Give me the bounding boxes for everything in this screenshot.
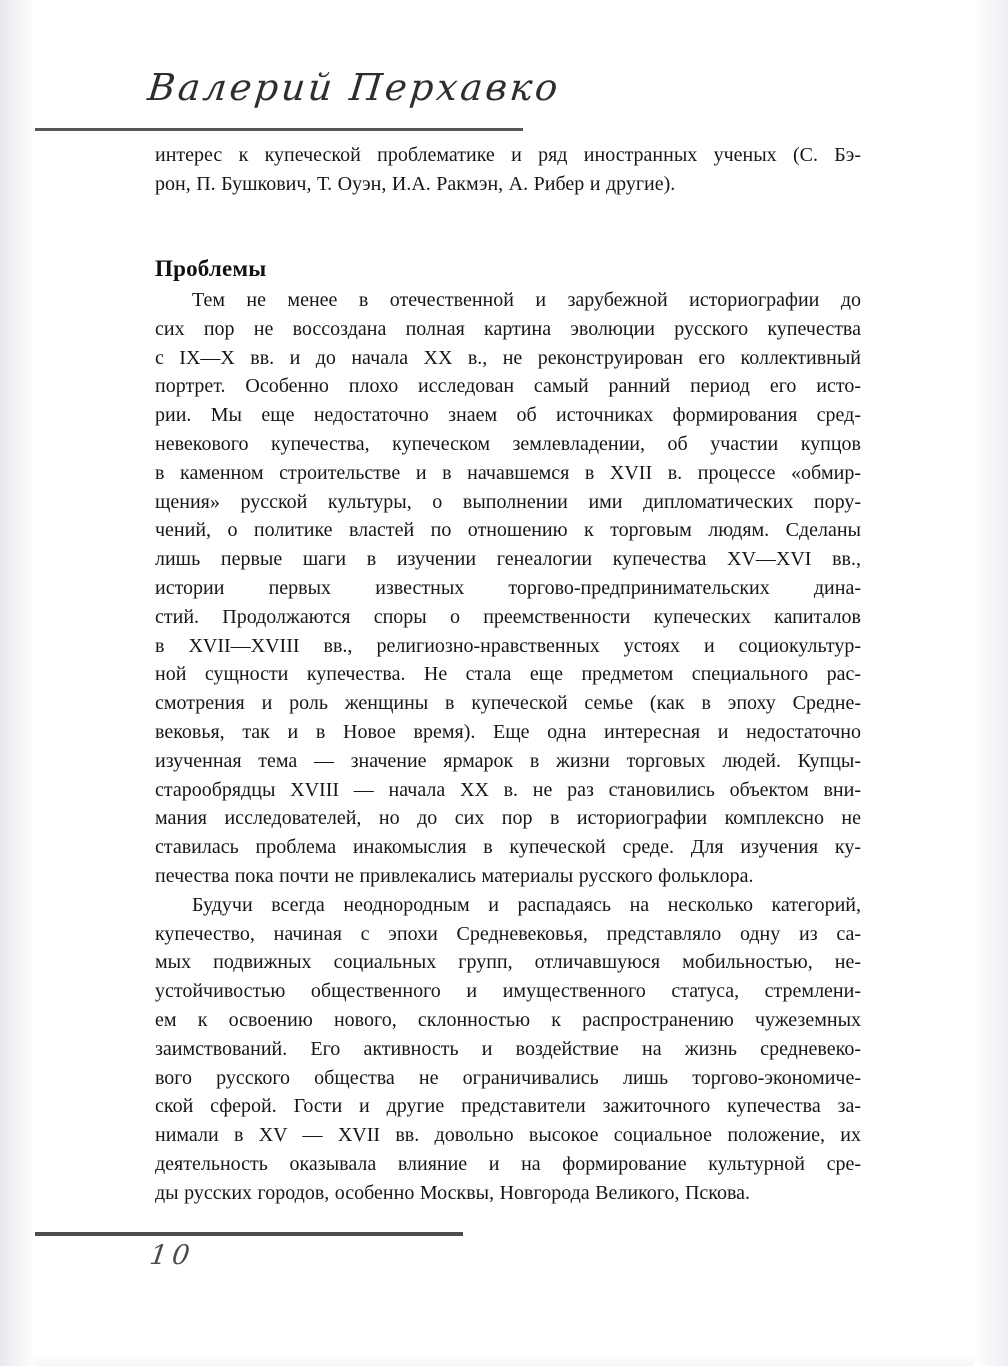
paragraph	[155, 286, 861, 891]
text-line: ды русских городов, особенно Москвы, Новгорода Великого, Пскова.	[155, 1181, 751, 1204]
text-line: ной сущности купечества. Не стала еще предметом специального рас-	[155, 663, 861, 686]
page-scan-edge-bottom	[36, 1354, 973, 1366]
text-line: лишь первые шаги в изучении генеалогии купечества XV—XVI вв.,	[155, 548, 861, 571]
header-rule	[35, 128, 523, 131]
page-scan-edge-right	[973, 0, 1008, 1366]
body-text	[155, 286, 861, 1208]
text-line: изученная тема — значение ярмарок в жизни торговых людей. Купцы-	[155, 749, 861, 772]
text-line: ской сферой. Гости и другие представители зажиточного купечества за-	[155, 1095, 861, 1118]
text-line: старообрядцы XVIII — начала XX в. не раз становились объектом вни-	[155, 778, 861, 801]
paragraph	[155, 891, 861, 1208]
text-line: вековья, так и в Новое время). Еще одна интересная и недостаточно	[155, 720, 861, 743]
text-line: истории первых известных торгово-предпринимательских дина-	[155, 576, 861, 599]
footer-rule	[35, 1232, 463, 1236]
text-line: нимали в XV — XVII вв. довольно высокое социальное положение, их	[155, 1124, 861, 1147]
text-line: стий. Продолжаются споры о преемственности купеческих капиталов	[155, 605, 861, 628]
text-line: устойчивостью общественного и имущественного статуса, стремлени-	[155, 980, 861, 1003]
text-line: ем к освоению нового, склонностью к распространению чужеземных	[155, 1008, 861, 1031]
text-line: с IX—X вв. и до начала XX в., не реконструирован его коллективный	[155, 346, 861, 369]
text-line: рии. Мы еще недостаточно знаем об источниках формирования сред-	[155, 404, 861, 427]
text-line: сих пор не воссоздана полная картина эволюции русского купечества	[155, 317, 861, 340]
text-line: рон, П. Бушкович, Т. Оуэн, И.А. Ракмэн, А. Рибер и другие).	[155, 173, 676, 195]
text-line: вого русского общества не ограничивались лишь торгово-экономиче-	[155, 1066, 861, 1089]
text-line: Будучи всегда неоднородным и распадаясь на несколько категорий,	[192, 893, 861, 916]
text-line: мых подвижных социальных групп, отличавшуюся мобильностью, не-	[155, 951, 861, 974]
page-number: 10	[147, 1240, 197, 1271]
section-heading: Проблемы	[155, 256, 267, 282]
text-line: купечество, начиная с эпохи Средневековья, представляло одну из са-	[155, 922, 861, 945]
running-head-author: Валерий Перхавко	[145, 66, 563, 109]
text-line: невекового купечества, купеческом землевладении, об участии купцов	[155, 432, 861, 455]
text-line: в каменном строительстве и в начавшемся в XVII в. процессе «обмир-	[155, 461, 861, 484]
text-line: ставилась проблема инакомыслия в купеческой среде. Для изучения ку-	[155, 836, 861, 859]
text-line: чений, о политике властей по отношению к торговым людям. Сделаны	[155, 519, 861, 542]
continuation-paragraph	[155, 141, 861, 199]
text-line: интерес к купеческой проблематике и ряд иностранных ученых (С. Бэ-	[155, 144, 861, 166]
page-scan-edge-left	[0, 0, 36, 1366]
text-line: в XVII—XVIII вв., религиозно-нравственных устоях и социокультур-	[155, 634, 861, 657]
text-line: мания исследователей, но до сих пор в историографии комплексно не	[155, 807, 861, 830]
text-line: деятельность оказывала влияние и на формирование культурной сре-	[155, 1152, 861, 1175]
text-line: портрет. Особенно плохо исследован самый ранний период его исто-	[155, 375, 861, 398]
text-line: щения» русской культуры, о выполнении ими дипломатических пору-	[155, 490, 861, 513]
text-line: печества пока почти не привлекались материалы русского фольклора.	[155, 864, 754, 887]
text-line: смотрения и роль женщины в купеческой семье (как в эпоху Средне-	[155, 692, 861, 715]
text-line: заимствований. Его активность и воздействие на жизнь средневеко-	[155, 1037, 861, 1060]
text-line: Тем не менее в отечественной и зарубежной историографии до	[192, 289, 861, 311]
